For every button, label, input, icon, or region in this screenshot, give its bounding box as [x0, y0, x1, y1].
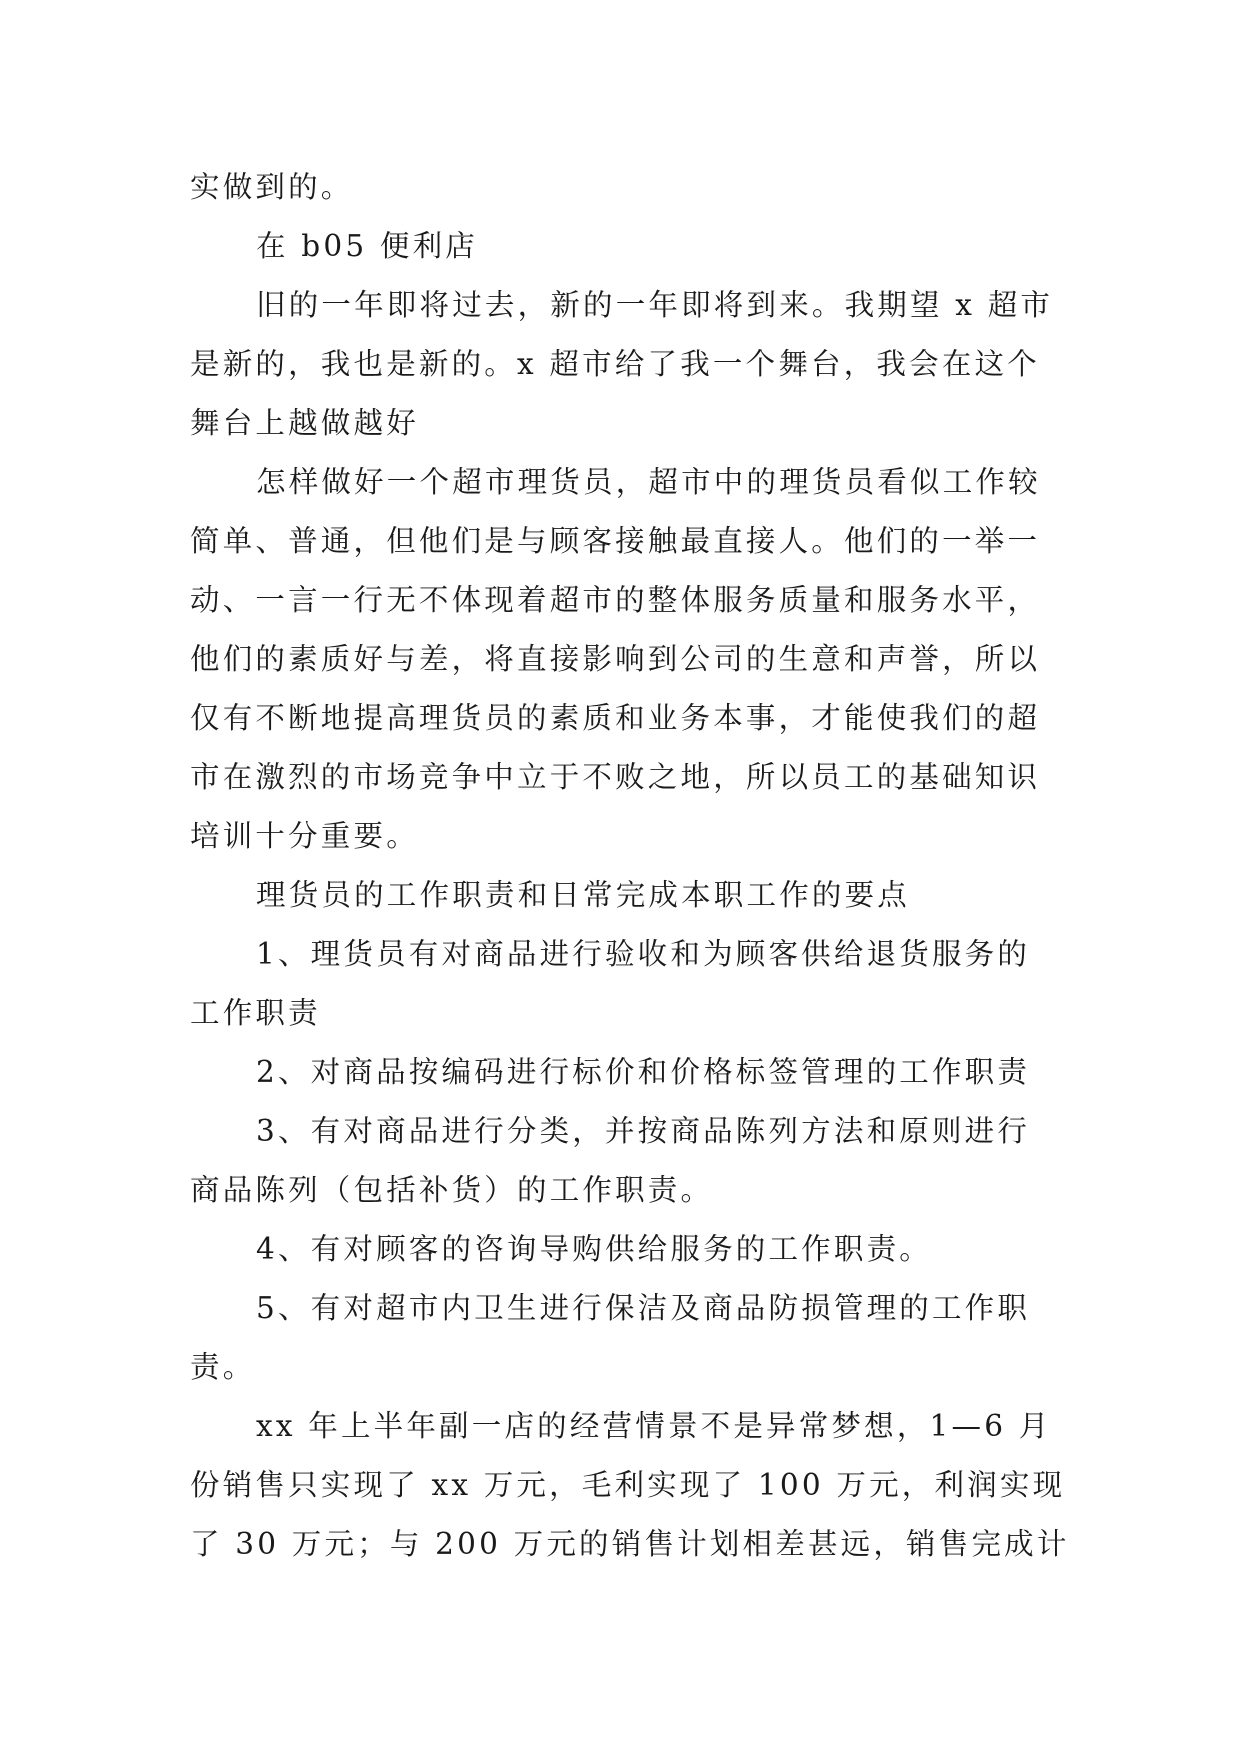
paragraph-line: 培训十分重要。 [190, 819, 419, 853]
duty-item-1-continued: 工作职责 [190, 996, 321, 1030]
paragraph-line: 是新的，我也是新的。x 超市给了我一个舞台，我会在这个 [190, 347, 1040, 381]
paragraph-line: xx 年上半年副一店的经营情景不是异常梦想，1—6 月 [256, 1409, 1052, 1443]
paragraph-line: 舞台上越做越好 [190, 406, 419, 440]
duty-item-1: 1、理货员有对商品进行验收和为顾客供给退货服务的 [256, 937, 1031, 971]
duty-item-5-continued: 责。 [190, 1350, 256, 1384]
duty-item-3-continued: 商品陈列（包括补货）的工作职责。 [190, 1173, 714, 1207]
duty-item-2: 2、对商品按编码进行标价和价格标签管理的工作职责 [256, 1055, 1031, 1089]
store-heading: 在 b05 便利店 [256, 229, 478, 263]
paragraph-line: 份销售只实现了 xx 万元，毛利实现了 100 万元，利润实现 [190, 1468, 1066, 1502]
paragraph-line: 他们的素质好与差，将直接影响到公司的生意和声誉，所以 [190, 642, 1041, 676]
duty-item-3: 3、有对商品进行分类，并按商品陈列方法和原则进行 [256, 1114, 1031, 1148]
paragraph-line: 仅有不断地提高理货员的素质和业务本事，才能使我们的超 [190, 701, 1041, 735]
paragraph-line: 市在激烈的市场竞争中立于不败之地，所以员工的基础知识 [190, 760, 1041, 794]
paragraph-line: 动、一言一行无不体现着超市的整体服务质量和服务水平， [190, 583, 1041, 617]
paragraph-line: 简单、普通，但他们是与顾客接触最直接人。他们的一举一 [190, 524, 1041, 558]
duty-item-4: 4、有对顾客的咨询导购供给服务的工作职责。 [256, 1232, 932, 1266]
text-line: 实做到的。 [190, 170, 354, 204]
section-heading: 理货员的工作职责和日常完成本职工作的要点 [256, 878, 911, 912]
document-body [190, 158, 1070, 1574]
paragraph-line: 旧的一年即将过去，新的一年即将到来。我期望 x 超市 [256, 288, 1054, 322]
paragraph-line: 了 30 万元；与 200 万元的销售计划相差甚远，销售完成计 [190, 1527, 1070, 1561]
paragraph-line: 怎样做好一个超市理货员，超市中的理货员看似工作较 [256, 465, 1041, 499]
duty-item-5: 5、有对超市内卫生进行保洁及商品防损管理的工作职 [256, 1291, 1031, 1325]
